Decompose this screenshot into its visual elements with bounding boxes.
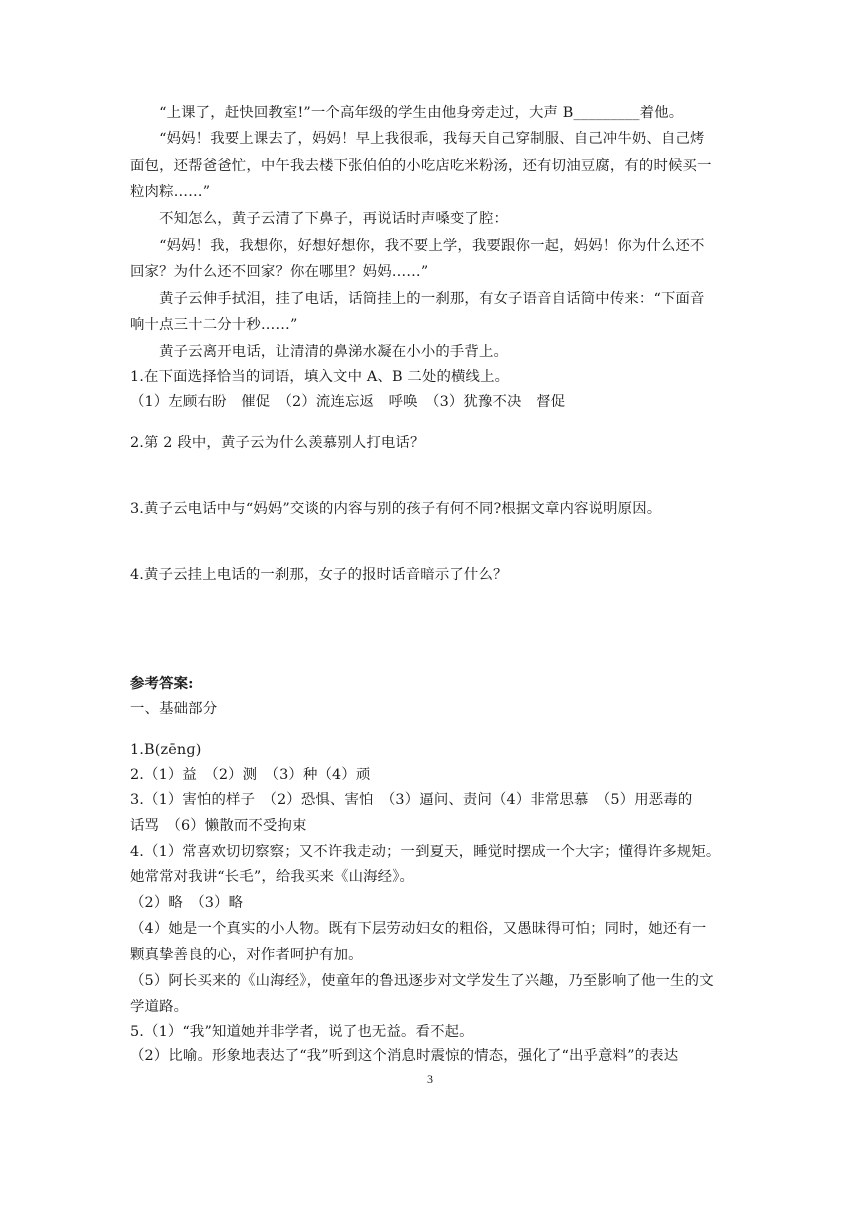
- story-line: “上课了，赶快回教室!”一个高年级的学生由他身旁走过，大声 B_________着他。: [130, 105, 684, 121]
- story-line: 黄子云离开电话，让清清的鼻涕水凝在小小的手背上。: [130, 344, 509, 360]
- story-line: “妈妈！我，我想你，好想好想你，我不要上学，我要跟你一起，妈妈！你为什么还不: [130, 238, 705, 254]
- answer-line: 学道路。: [130, 999, 189, 1015]
- story-line: 回家？为什么还不回家？你在哪里？妈妈……”: [130, 264, 429, 280]
- answer-line: 5.（1）“我”知道她并非学者，说了也无益。看不起。: [130, 1024, 474, 1040]
- answer-line: 2.（1）益 （2）测 （3）种（4）顽: [130, 767, 371, 783]
- answer-line: 话骂 （6）懒散而不受拘束: [130, 818, 307, 834]
- question-1: 1.在下面选择恰当的词语，填入文中 A、B 二处的横线上。: [130, 369, 510, 385]
- answer-line: 4.（1）常喜欢切切察察；又不许我走动；一到夏天，睡觉时摆成一个大字；懂得许多规矩。: [130, 844, 721, 860]
- question-3: 3.黄子云电话中与“妈妈”交谈的内容与别的孩子有何不同?根据文章内容说明原因。: [130, 501, 662, 517]
- answer-line: （5）阿长买来的《山海经》，使童年的鲁迅逐步对文学发生了兴趣，乃至影响了他一生的文: [130, 973, 714, 989]
- story-line: 黄子云伸手拭泪，挂了电话，话筒挂上的一刹那，有女子语音自话筒中传来：“下面音: [130, 291, 705, 307]
- question-2: 2.第 2 段中，黄子云为什么羡慕别人打电话？: [130, 435, 425, 451]
- page-number: 3: [427, 1072, 433, 1086]
- answer-line: 颗真挚善良的心，对作者呵护有加。: [130, 947, 363, 963]
- story-line: 响十点三十二分十秒……”: [130, 317, 298, 333]
- answer-line: （2）比喻。形象地表达了“我”听到这个消息时震惊的情态，强化了“出乎意料”的表达: [130, 1048, 679, 1064]
- question-4: 4.黄子云挂上电话的一刹那，女子的报时话音暗示了什么？: [130, 567, 508, 583]
- story-line: 粒肉粽……”: [130, 184, 211, 200]
- answer-line: 1.B(zēnɡ): [130, 742, 202, 758]
- answer-line: 3.（1）害怕的样子 （2）恐惧、害怕 （3）逼问、责问（4）非常思慕 （5）用恶毒的: [130, 792, 693, 808]
- question-1-options: （1）左顾右盼 催促 （2）流连忘返 呼唤 （3）犹豫不决 督促: [130, 394, 566, 410]
- answer-line: （2）略 （3）略: [130, 895, 244, 911]
- answer-line: （4）她是一个真实的小人物。既有下层劳动妇女的粗俗，又愚昧得可怕；同时，她还有一: [130, 921, 707, 937]
- answers-heading: 参考答案:: [130, 675, 194, 692]
- story-line: “妈妈！我要上课去了，妈妈！早上我很乖，我每天自己穿制服、自己冲牛奶、自己烤: [130, 131, 705, 147]
- story-line: 不知怎么，黄子云清了下鼻子，再说话时声嗓变了腔：: [130, 211, 509, 227]
- answers-section-title: 一、基础部分: [130, 701, 218, 717]
- answer-line: 她常常对我讲“长毛”，给我买来《山海经》。: [130, 869, 415, 885]
- story-line: 面包，还帮爸爸忙，中午我去楼下张伯伯的小吃店吃米粉汤，还有切油豆腐，有的时候买一: [130, 158, 712, 174]
